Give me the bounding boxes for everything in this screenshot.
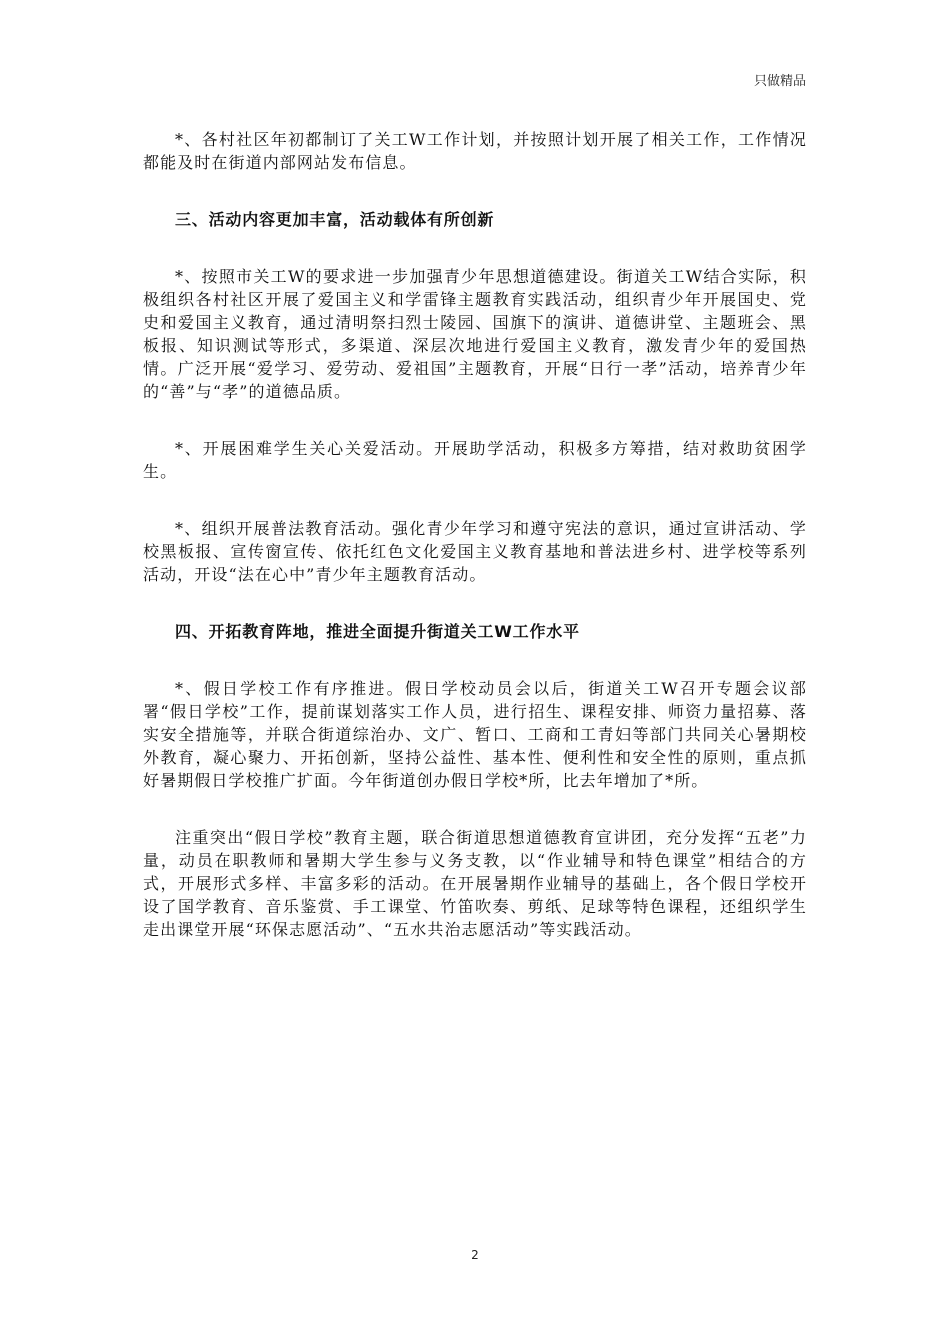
- paragraph-law-education: *、组织开展普法教育活动。强化青少年学习和遵守宪法的意识，通过宣讲活动、学校黑板报、宣传窗宣传、依托红色文化爱国主义教育基地和普法进乡村、进学校等系列活动，开设“法在心中”青少年主题教育活动。: [143, 519, 807, 584]
- paragraph-holiday-school: *、假日学校工作有序推进。假日学校动员会以后，街道关工W召开专题会议部署“假日学校”工作，提前谋划落实工作人员，进行招生、课程安排、师资力量招募、落实安全措施等，并联合街道综治办、文广、暂口、工商和工青妇等部门共同关心暑期校外教育，凝心聚力、开拓创新，坚持公益性、基本性、便利性和安全性的原则，重点抓好暑期假日学校推广扩面。今年街道创办假日学校*所，比去年增加了*所。: [143, 679, 807, 790]
- page-number: 2: [471, 1248, 479, 1262]
- paragraph-work-plan: *、各村社区年初都制订了关工W工作计划，并按照计划开展了相关工作，工作情况都能及时在街道内部网站发布信息。: [143, 130, 807, 172]
- header-note: 只做精品: [753, 74, 806, 89]
- paragraph-moral-education: *、按照市关工W的要求进一步加强青少年思想道德建设。街道关工W结合实际，积极组织各村社区开展了爱国主义和学雷锋主题教育实践活动，组织青少年开展国史、党史和爱国主义教育，通过清明祭扫烈士陵园、国旗下的演讲、道德讲堂、主题班会、黑板报、知识测试等形式，多渠道、深层次地进行爱国主义教育，激发青少年的爱国热情。广泛开展“爱学习、爱劳动、爱祖国”主题教育，开展“日行一孝”活动，培养青少年的“善”与“孝”的道德品质。: [143, 267, 807, 401]
- section-heading-3: 三、活动内容更加丰富，活动载体有所创新: [175, 210, 495, 229]
- section-heading-4: 四、开拓教育阵地，推进全面提升街道关工W工作水平: [175, 622, 580, 641]
- document-body: [143, 128, 807, 975]
- paragraph-student-care: *、开展困难学生关心关爱活动。开展助学活动，积极多方筹措，结对救助贫困学生。: [143, 439, 807, 481]
- paragraph-holiday-school-theme: 注重突出“假日学校”教育主题，联合街道思想道德教育宣讲团，充分发挥“五老”力量，动员在职教师和暑期大学生参与义务支教，以“作业辅导和特色课堂”相结合的方式，开展形式多样、丰富多彩的活动。在开展暑期作业辅导的基础上，各个假日学校开设了国学教育、音乐鉴赏、手工课堂、竹笛吹奏、剪纸、足球等特色课程，还组织学生走出课堂开展“环保志愿活动”、“五水共治志愿活动”等实践活动。: [143, 828, 807, 939]
